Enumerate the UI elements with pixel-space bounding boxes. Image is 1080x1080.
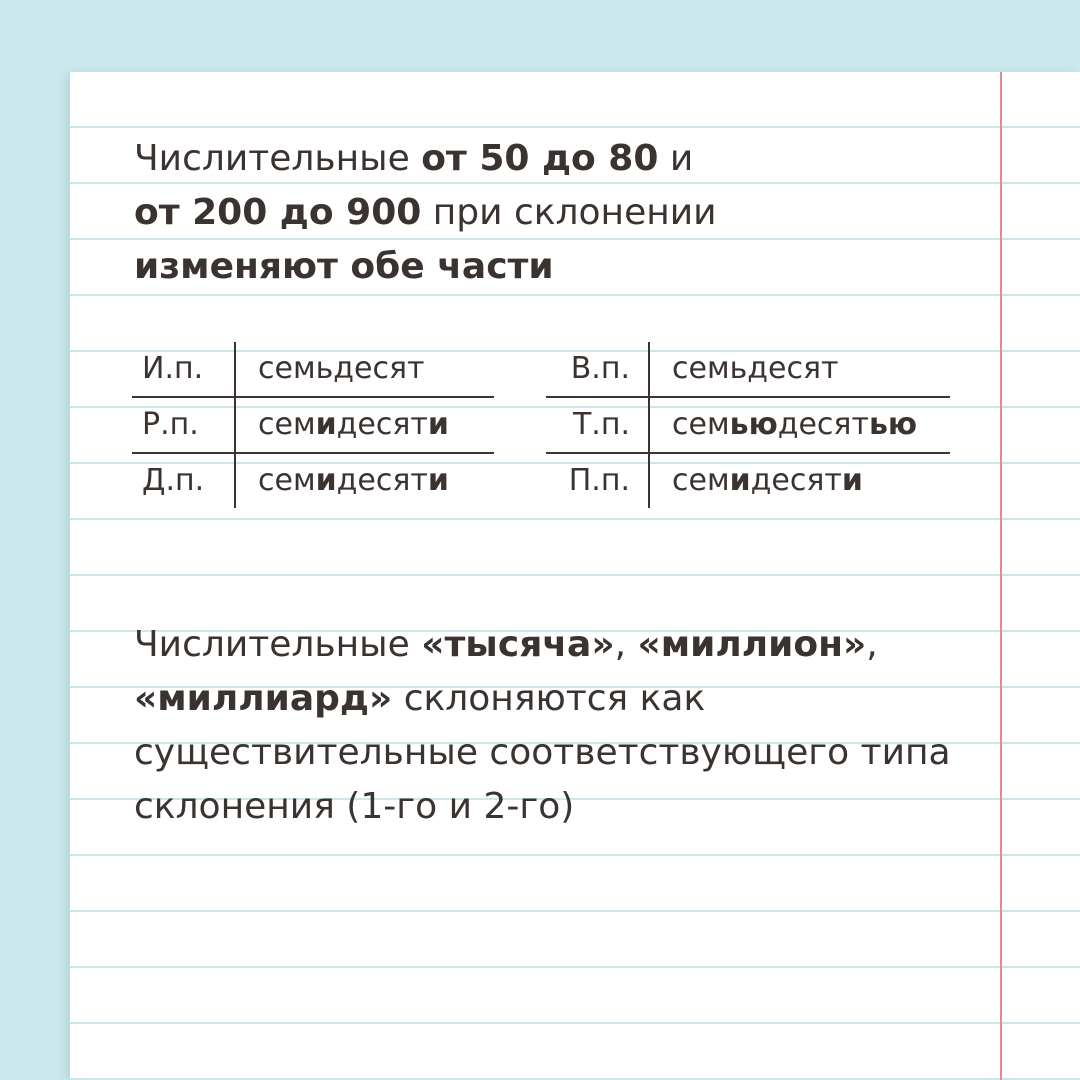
case-form: семидесяти — [672, 463, 863, 498]
rule1-text-2: и — [658, 138, 694, 179]
table-row — [546, 397, 950, 453]
rule2-text-3: , — [866, 624, 878, 665]
table-row — [546, 342, 950, 397]
case-form: семьюдесятью — [649, 397, 950, 453]
case-form: семидесяти — [235, 397, 494, 453]
rule1-bold-2: от 200 до 900 — [134, 192, 422, 233]
rule2-bold-2: «миллион» — [637, 624, 867, 665]
rule2-text-1: Числительные — [134, 624, 422, 665]
rule1-bold-1: от 50 до 80 — [421, 138, 659, 179]
case-form: семидесяти — [258, 463, 449, 498]
rule2-bold-3: «миллиард» — [134, 678, 393, 719]
table-row — [132, 397, 494, 453]
rule1-text-1: Числительные — [134, 138, 422, 179]
declension-table-right — [546, 342, 950, 508]
case-label: Д.п. — [132, 453, 235, 508]
case-form: семьдесят — [235, 342, 494, 397]
rule1-text-3: при склонении — [421, 192, 717, 233]
case-label: В.п. — [546, 342, 649, 397]
notebook-sheet — [70, 72, 1080, 1080]
rule2-text-2: , — [614, 624, 638, 665]
rule2-text-4: склоняются как существительные соответствующего типа склонения (1-го и 2-го) — [134, 678, 951, 827]
table-row — [132, 453, 494, 508]
margin-line — [1000, 72, 1002, 1080]
case-label: Т.п. — [546, 397, 649, 453]
rule1-bold-3: изменяют обе части — [134, 246, 554, 287]
declension-table-left — [132, 342, 494, 508]
case-label: П.п. — [546, 453, 649, 508]
rule-paragraph-1 — [134, 132, 894, 294]
case-form: семьдесят — [649, 342, 950, 397]
rule2-bold-1: «тысяча» — [421, 624, 615, 665]
case-label: И.п. — [132, 342, 235, 397]
case-label: Р.п. — [132, 397, 235, 453]
rule-paragraph-2 — [134, 618, 994, 834]
table-row — [546, 453, 950, 508]
table-row — [132, 342, 494, 397]
